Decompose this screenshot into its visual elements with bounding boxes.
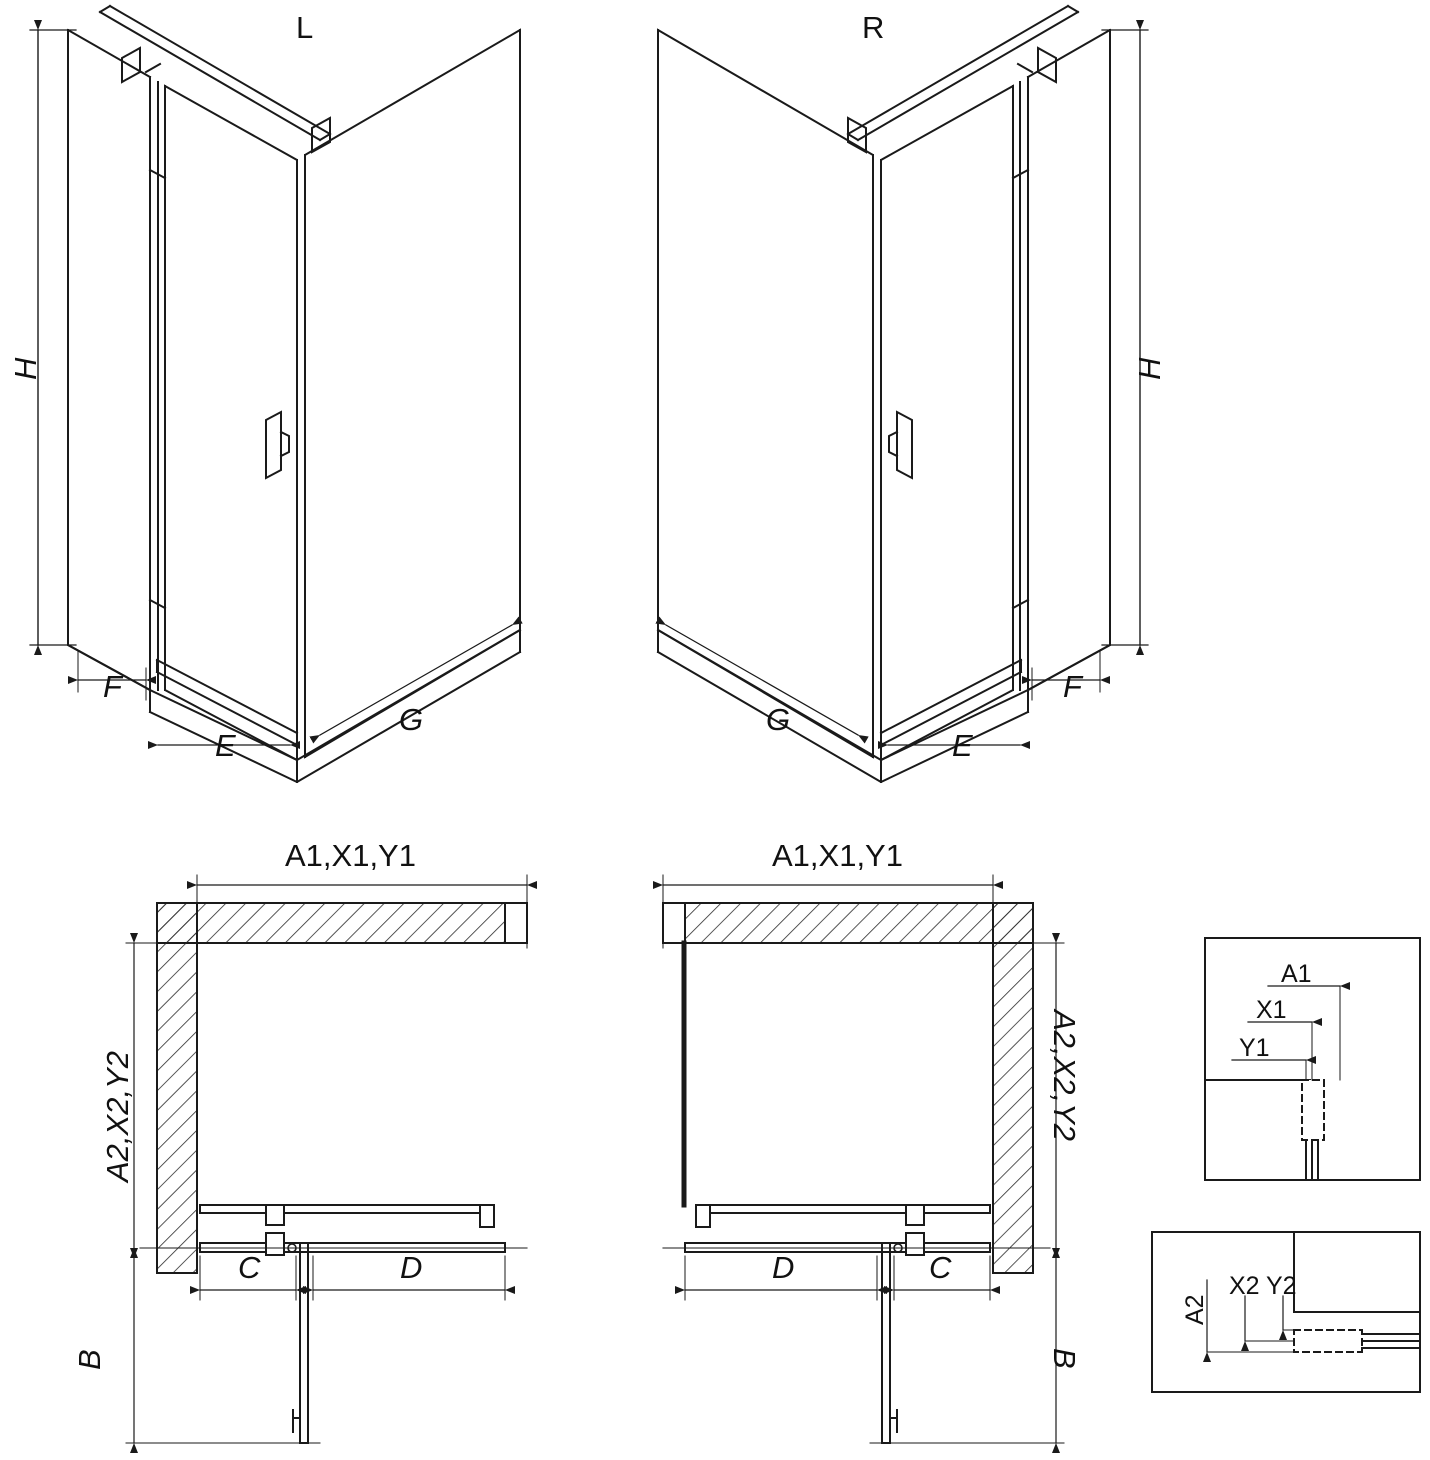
plan-right-top-dim: A1,X1,Y1 xyxy=(772,838,903,873)
plan-view-left xyxy=(126,875,527,1443)
detail-top-y1: Y1 xyxy=(1239,1034,1270,1062)
detail-bottom-a2: A2 xyxy=(1181,1294,1209,1325)
iso-right-title: R xyxy=(862,10,885,45)
iso-right-height-label: H xyxy=(1132,357,1167,380)
plan-left-top-dim: A1,X1,Y1 xyxy=(285,838,416,873)
iso-right-dim-f: F xyxy=(1063,669,1082,704)
detail-top-x1: X1 xyxy=(1256,996,1287,1024)
detail-bottom-x2: X2 xyxy=(1229,1272,1260,1300)
iso-left-title: L xyxy=(296,10,314,45)
iso-left-height-label: H xyxy=(8,357,43,380)
plan-right-dim-b: B xyxy=(1047,1348,1082,1369)
plan-view-right xyxy=(663,875,1064,1443)
iso-view-left xyxy=(30,6,520,782)
iso-right-dim-g: G xyxy=(766,702,791,737)
plan-left-dim-d: D xyxy=(400,1250,423,1285)
plan-left-side-dim: A2,X2,Y2 xyxy=(100,1051,135,1182)
plan-right-dim-c: C xyxy=(929,1250,952,1285)
iso-left-dim-g: G xyxy=(399,702,424,737)
iso-view-right xyxy=(658,6,1148,782)
plan-left-dim-b: B xyxy=(72,1349,107,1370)
detail-bottom-y2: Y2 xyxy=(1266,1272,1297,1300)
plan-right-side-dim: A2,X2,Y2 xyxy=(1047,1010,1082,1141)
iso-right-dim-e: E xyxy=(952,728,973,763)
iso-left-dim-e: E xyxy=(215,728,236,763)
detail-top-a1: A1 xyxy=(1281,960,1312,988)
iso-left-dim-f: F xyxy=(103,669,122,704)
plan-left-dim-c: C xyxy=(238,1250,261,1285)
plan-right-dim-d: D xyxy=(772,1250,795,1285)
detail-view-top xyxy=(1205,938,1420,1180)
